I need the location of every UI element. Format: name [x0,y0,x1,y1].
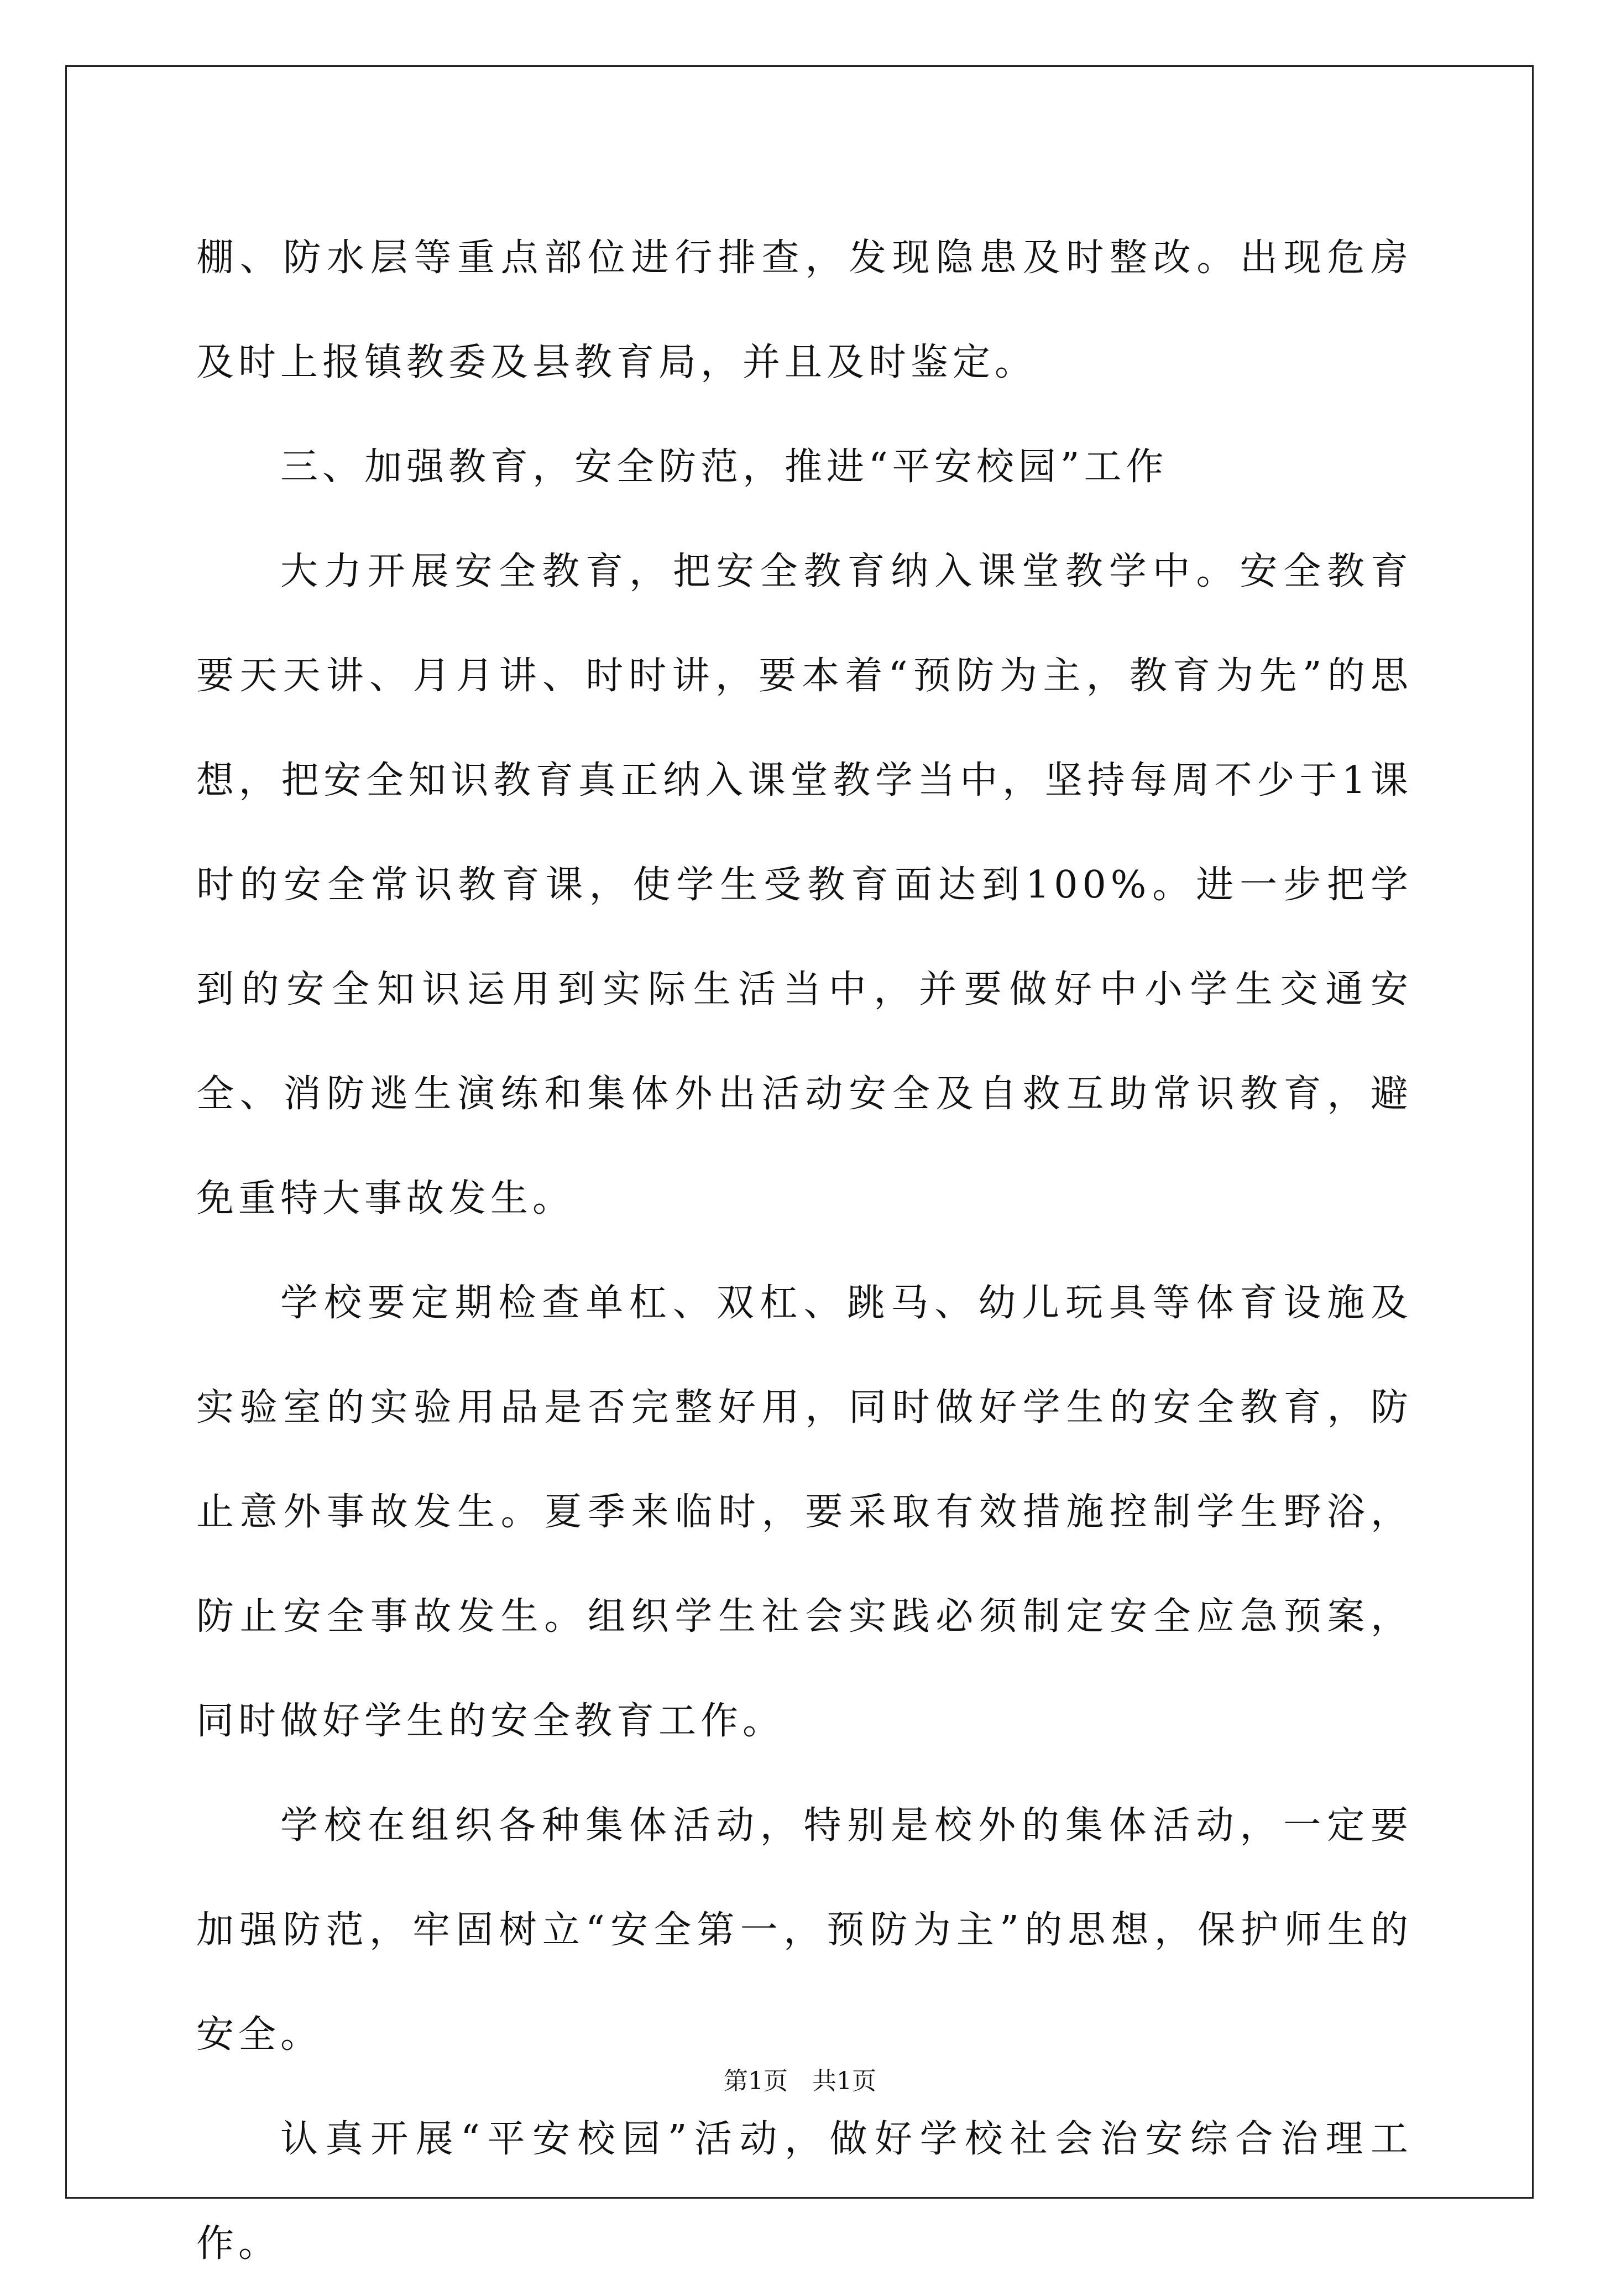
paragraph-continuation: 棚、防水层等重点部位进行排查，发现隐患及时整改。出现危房及时上报镇教委及县教育局，并且及时鉴定。 [196,236,1413,384]
paragraph-facility-inspection: 学校要定期检查单杠、双杠、跳马、幼儿玩具等体育设施及实验室的实验用品是否完整好用，同时做好学生的安全教育，防止意外事故发生。夏季来临时，要采取有效措施控制学生野浴，防止安全事故发生。组织学生社会实践必须制定安全应急预案，同时做好学生的安全教育工作。 [196,1281,1413,1743]
paragraph-group-activities: 学校在组织各种集体活动，特别是校外的集体活动，一定要加强防范，牢固树立“安全第一，预防为主”的思想，保护师生的安全。 [196,1804,1413,2057]
section-heading-3: 三、加强教育，安全防范，推进“平安校园”工作 [280,445,1168,489]
paragraph-safety-education: 大力开展安全教育，把安全教育纳入课堂教学中。安全教育要天天讲、月月讲、时时讲，要本着“预防为主，教育为先”的思想，把安全知识教育真正纳入课堂教学当中，坚持每周不少于1课时的安全常识教育课，使学生受教育面达到100%。进一步把学到的安全知识运用到实际生活当中，并要做好中小学生交通安全、消防逃生演练和集体外出活动安全及自救互助常识教育，避免重特大事故发生。 [196,550,1413,1220]
page-number-footer: 第1页 共1页 [724,2067,876,2095]
paragraph-safe-campus: 认真开展“平安校园”活动，做好学校社会治安综合治理工作。 [196,2117,1413,2266]
document-body [196,206,1413,2296]
